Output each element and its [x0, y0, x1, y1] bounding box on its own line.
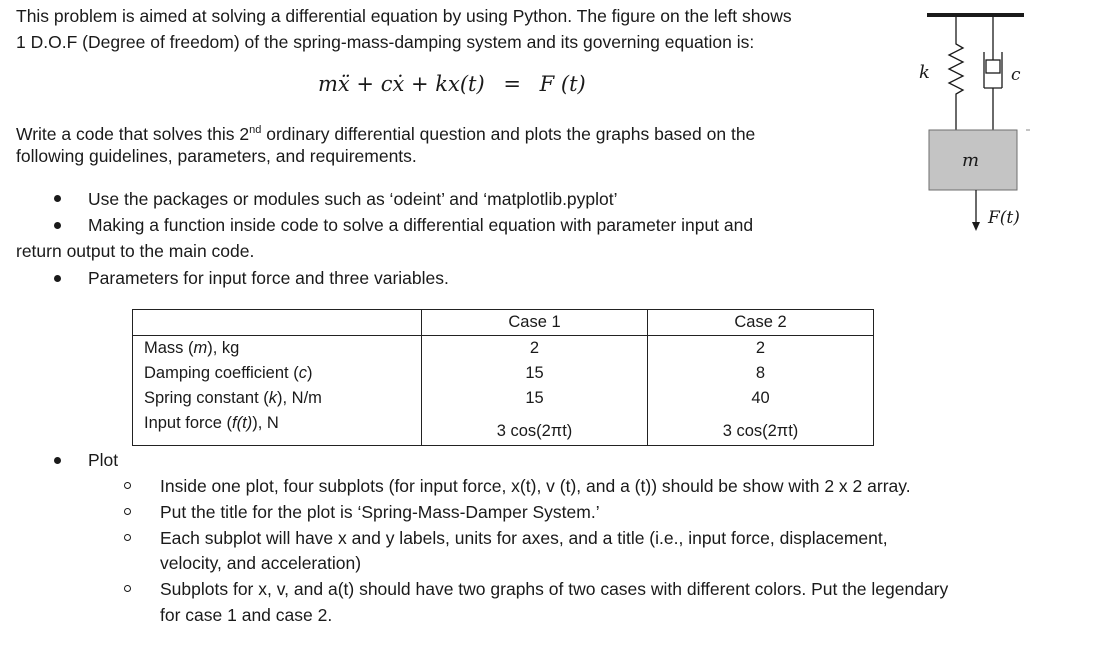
bullet-dot: [54, 195, 61, 202]
label-var: k: [268, 389, 277, 407]
label-text: ), N: [252, 414, 279, 432]
subbullet-legend-cont: for case 1 and case 2.: [160, 605, 333, 625]
subbullet-subplots: Inside one plot, four subplots (for input force, x(t), v (t), and a (t)) should be show with 2 x 2 array.: [160, 476, 911, 496]
label-spring: [133, 386, 421, 411]
case1-force: 3 cos(2πt): [496, 422, 573, 440]
equation-rhs: F (t): [539, 72, 586, 96]
damper-label: c: [1011, 65, 1021, 85]
table-body-row: [133, 336, 874, 446]
label-text: Input force (: [144, 414, 233, 432]
table-case2-values: [648, 336, 874, 446]
bullet-dot: [54, 275, 61, 282]
table-header-row: [133, 310, 874, 336]
subbullet-labels-cont: velocity, and acceleration): [160, 553, 362, 573]
case2-force: 3 cos(2πt): [722, 422, 799, 440]
label-damping: [133, 361, 421, 386]
subbullet-labels: Each subplot will have x and y labels, units for axes, and a title (i.e., input force, displacement,: [160, 528, 888, 548]
table-case1-values: [422, 336, 648, 446]
governing-equation: [318, 72, 586, 96]
label-mass: [133, 336, 421, 361]
equation-lhs: mẍ + cẋ + kx(t): [318, 72, 485, 96]
subbullet-title: Put the title for the plot is ‘Spring-Mass-Damper System.’: [160, 502, 600, 522]
label-text: Spring constant (: [144, 389, 269, 407]
case2-damping: 8: [755, 364, 766, 382]
case1-mass: 2: [529, 339, 540, 357]
subbullet-ring: [124, 534, 131, 541]
case2-mass: 2: [755, 339, 766, 357]
table-header-case1: Case 1: [422, 310, 648, 336]
force-arrow-icon: [972, 190, 980, 231]
label-var: m: [193, 339, 208, 357]
bullet-parameters: Parameters for input force and three variables.: [88, 268, 449, 288]
label-text: Mass (: [144, 339, 194, 357]
subbullet-ring: [124, 482, 131, 489]
case2-spring: 40: [751, 389, 770, 407]
parameter-table: [132, 309, 874, 446]
bullet-plot: Plot: [88, 450, 119, 470]
equation-equals: =: [503, 72, 521, 96]
spring-label: k: [919, 62, 930, 83]
damper-icon: [984, 17, 1002, 130]
task-line-2: following guidelines, parameters, and requirements.: [16, 146, 417, 166]
ceiling-support: [927, 13, 1024, 17]
label-text: ), kg: [207, 339, 240, 357]
bullet-dot: [54, 222, 61, 229]
subbullet-ring: [124, 585, 131, 592]
task-text-post: ordinary differential question and plots the graphs based on the: [261, 123, 756, 144]
case1-damping: 15: [525, 364, 544, 382]
table-header-empty: [133, 310, 422, 336]
label-text: ), N/m: [276, 389, 322, 407]
intro-line-2: 1 D.O.F (Degree of freedom) of the spring-mass-damping system and its governing equation is:: [16, 32, 755, 52]
label-var: f(t): [232, 414, 253, 432]
case1-spring: 15: [525, 389, 544, 407]
label-var: c: [298, 364, 307, 382]
spring-mass-damper-diagram: [900, 0, 1050, 240]
subbullet-legend: Subplots for x, v, and a(t) should have two graphs of two cases with different colors. Put the legendary: [160, 579, 949, 599]
spring-icon: [949, 17, 963, 130]
intro-line-1: This problem is aimed at solving a differential equation by using Python. The figure on the left shows: [16, 6, 792, 26]
force-label: F(t): [988, 208, 1020, 228]
task-superscript: nd: [249, 124, 262, 136]
label-text: ): [306, 364, 313, 382]
label-text: Damping coefficient (: [144, 364, 299, 382]
subbullet-ring: [124, 508, 131, 515]
bullet-function: Making a function inside code to solve a differential equation with parameter input and: [88, 215, 754, 235]
mass-label: m: [962, 150, 980, 171]
table-header-case2: Case 2: [648, 310, 874, 336]
bullet-dot: [54, 457, 61, 464]
bullet-packages: Use the packages or modules such as ‘odeint’ and ‘matplotlib.pyplot’: [88, 189, 618, 209]
task-text-pre: Write a code that solves this 2: [16, 123, 250, 144]
bullet-function-cont: return output to the main code.: [16, 241, 255, 261]
table-labels-cell: [133, 336, 422, 446]
label-force: [133, 411, 421, 445]
